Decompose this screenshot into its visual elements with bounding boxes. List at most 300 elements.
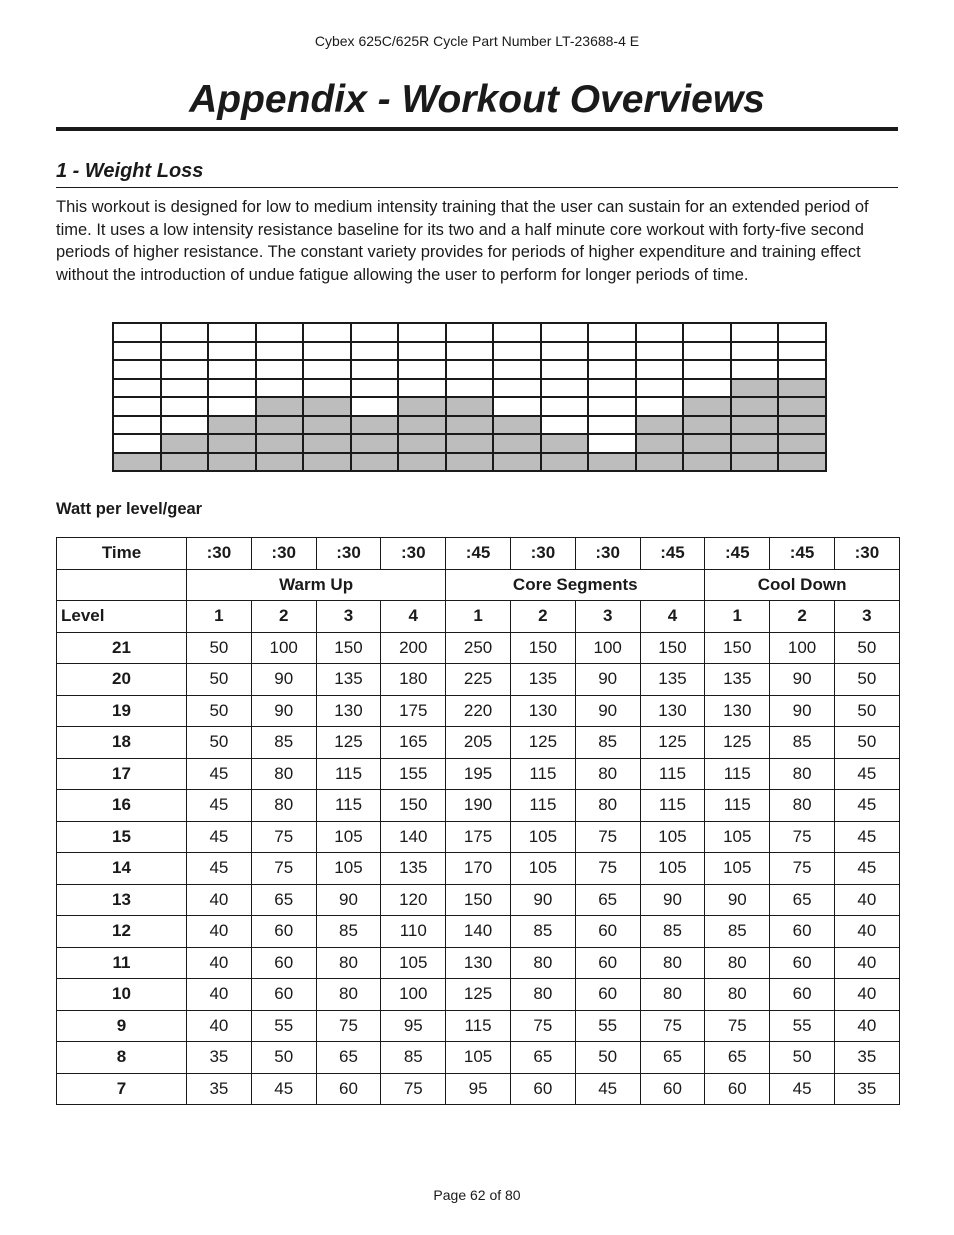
watt-cell: 115 xyxy=(510,758,575,790)
watt-cell: 65 xyxy=(640,1042,705,1074)
profile-cell xyxy=(636,453,684,472)
watt-cell: 105 xyxy=(316,821,381,853)
profile-cell xyxy=(303,360,351,379)
section-divider xyxy=(56,187,898,188)
watt-cell: 75 xyxy=(381,1073,446,1105)
watt-cell: 65 xyxy=(770,884,835,916)
profile-cell xyxy=(493,342,541,361)
profile-cell xyxy=(778,379,826,398)
profile-cell xyxy=(208,323,256,342)
profile-cell xyxy=(636,342,684,361)
profile-cell xyxy=(161,323,209,342)
watt-cell: 135 xyxy=(640,664,705,696)
page-footer: Page 62 of 80 xyxy=(433,1187,521,1203)
watt-cell: 90 xyxy=(770,695,835,727)
profile-cell xyxy=(208,416,256,435)
segment-number-cell: 4 xyxy=(381,601,446,633)
watt-cell: 45 xyxy=(834,758,899,790)
profile-cell xyxy=(161,397,209,416)
level-cell: 12 xyxy=(57,916,187,948)
watt-cell: 45 xyxy=(187,853,252,885)
profile-cell xyxy=(778,342,826,361)
profile-cell xyxy=(541,453,589,472)
profile-cell xyxy=(303,453,351,472)
profile-cell xyxy=(541,434,589,453)
profile-cell xyxy=(588,342,636,361)
profile-cell xyxy=(256,453,304,472)
time-cell: :30 xyxy=(316,538,381,570)
watt-cell: 115 xyxy=(510,790,575,822)
profile-cell xyxy=(351,379,399,398)
watt-cell: 35 xyxy=(834,1073,899,1105)
profile-row xyxy=(113,342,826,361)
table-row xyxy=(57,790,900,822)
watt-cell: 135 xyxy=(381,853,446,885)
watt-cell: 50 xyxy=(834,664,899,696)
level-cell: 13 xyxy=(57,884,187,916)
watt-cell: 155 xyxy=(381,758,446,790)
watt-cell: 105 xyxy=(381,947,446,979)
profile-cell xyxy=(351,342,399,361)
profile-cell xyxy=(113,434,161,453)
watt-cell: 115 xyxy=(446,1010,511,1042)
profile-cell xyxy=(731,360,779,379)
profile-cell xyxy=(683,379,731,398)
profile-cell xyxy=(113,397,161,416)
table-row xyxy=(57,1010,900,1042)
profile-cell xyxy=(541,323,589,342)
watt-cell: 90 xyxy=(510,884,575,916)
profile-cell xyxy=(161,379,209,398)
profile-cell xyxy=(636,323,684,342)
segment-number-cell: 4 xyxy=(640,601,705,633)
watt-cell: 80 xyxy=(575,790,640,822)
watt-cell: 105 xyxy=(705,821,770,853)
watt-cell: 225 xyxy=(446,664,511,696)
watt-cell: 65 xyxy=(251,884,316,916)
group-blank-cell xyxy=(57,569,187,601)
watt-cell: 60 xyxy=(770,979,835,1011)
profile-cell xyxy=(683,360,731,379)
profile-cell xyxy=(398,342,446,361)
watt-cell: 80 xyxy=(640,947,705,979)
table-row xyxy=(57,947,900,979)
watt-cell: 140 xyxy=(381,821,446,853)
watt-cell: 90 xyxy=(251,664,316,696)
level-cell: 7 xyxy=(57,1073,187,1105)
profile-cell xyxy=(588,323,636,342)
watt-cell: 50 xyxy=(770,1042,835,1074)
profile-cell xyxy=(256,342,304,361)
watt-cell: 165 xyxy=(381,727,446,759)
watt-cell: 250 xyxy=(446,632,511,664)
watt-cell: 135 xyxy=(316,664,381,696)
watt-cell: 175 xyxy=(381,695,446,727)
watt-cell: 205 xyxy=(446,727,511,759)
profile-cell xyxy=(208,360,256,379)
watt-cell: 40 xyxy=(834,1010,899,1042)
profile-cell xyxy=(541,416,589,435)
table-row xyxy=(57,1042,900,1074)
watt-cell: 60 xyxy=(705,1073,770,1105)
profile-cell xyxy=(731,379,779,398)
segment-number-cell: 2 xyxy=(251,601,316,633)
watt-cell: 125 xyxy=(446,979,511,1011)
watt-cell: 55 xyxy=(770,1010,835,1042)
profile-cell xyxy=(398,323,446,342)
watt-cell: 175 xyxy=(446,821,511,853)
watt-cell: 115 xyxy=(640,790,705,822)
group-row xyxy=(57,569,900,601)
watt-cell: 50 xyxy=(834,632,899,664)
profile-cell xyxy=(161,342,209,361)
watt-cell: 90 xyxy=(770,664,835,696)
profile-cell xyxy=(303,342,351,361)
profile-row xyxy=(113,453,826,472)
watt-cell: 45 xyxy=(187,790,252,822)
watt-cell: 50 xyxy=(251,1042,316,1074)
watt-cell: 45 xyxy=(575,1073,640,1105)
profile-cell xyxy=(398,397,446,416)
watt-cell: 60 xyxy=(251,979,316,1011)
watt-cell: 60 xyxy=(770,947,835,979)
profile-cell xyxy=(636,379,684,398)
watt-cell: 60 xyxy=(251,916,316,948)
watt-cell: 85 xyxy=(381,1042,446,1074)
watt-cell: 170 xyxy=(446,853,511,885)
watt-cell: 115 xyxy=(640,758,705,790)
level-cell: 8 xyxy=(57,1042,187,1074)
profile-cell xyxy=(636,397,684,416)
segment-number-cell: 1 xyxy=(705,601,770,633)
watt-cell: 150 xyxy=(446,884,511,916)
watt-cell: 130 xyxy=(316,695,381,727)
time-cell: :45 xyxy=(705,538,770,570)
watt-cell: 65 xyxy=(316,1042,381,1074)
watt-cell: 100 xyxy=(381,979,446,1011)
watt-cell: 45 xyxy=(251,1073,316,1105)
watt-cell: 45 xyxy=(834,790,899,822)
watt-cell: 75 xyxy=(510,1010,575,1042)
segment-number-cell: 3 xyxy=(834,601,899,633)
profile-cell xyxy=(161,360,209,379)
watt-cell: 60 xyxy=(770,916,835,948)
watt-cell: 180 xyxy=(381,664,446,696)
time-header: Time xyxy=(57,538,187,570)
watt-cell: 95 xyxy=(446,1073,511,1105)
profile-cell xyxy=(303,434,351,453)
watt-cell: 50 xyxy=(187,727,252,759)
watt-cell: 90 xyxy=(251,695,316,727)
watt-cell: 45 xyxy=(834,821,899,853)
watt-cell: 130 xyxy=(446,947,511,979)
level-cell: 21 xyxy=(57,632,187,664)
profile-cell xyxy=(446,342,494,361)
watt-cell: 85 xyxy=(510,916,575,948)
profile-cell xyxy=(256,323,304,342)
watt-cell: 35 xyxy=(834,1042,899,1074)
table-row xyxy=(57,979,900,1011)
watt-cell: 105 xyxy=(705,853,770,885)
segment-group-header: Core Segments xyxy=(446,569,705,601)
table-row xyxy=(57,1073,900,1105)
watt-table-label: Watt per level/gear xyxy=(56,500,203,518)
profile-cell xyxy=(113,323,161,342)
level-cell: 14 xyxy=(57,853,187,885)
profile-cell xyxy=(541,360,589,379)
watt-cell: 125 xyxy=(640,727,705,759)
profile-cell xyxy=(493,397,541,416)
profile-row xyxy=(113,360,826,379)
profile-cell xyxy=(351,323,399,342)
watt-table xyxy=(56,537,900,1105)
profile-cell xyxy=(351,453,399,472)
profile-cell xyxy=(398,416,446,435)
profile-cell xyxy=(493,434,541,453)
profile-cell xyxy=(256,360,304,379)
watt-cell: 100 xyxy=(575,632,640,664)
profile-cell xyxy=(731,416,779,435)
watt-cell: 150 xyxy=(640,632,705,664)
watt-cell: 75 xyxy=(316,1010,381,1042)
watt-cell: 60 xyxy=(316,1073,381,1105)
profile-cell xyxy=(446,323,494,342)
watt-cell: 130 xyxy=(705,695,770,727)
time-cell: :45 xyxy=(446,538,511,570)
watt-cell: 35 xyxy=(187,1073,252,1105)
watt-cell: 80 xyxy=(510,979,575,1011)
watt-cell: 115 xyxy=(705,790,770,822)
watt-cell: 40 xyxy=(187,947,252,979)
profile-cell xyxy=(398,434,446,453)
watt-cell: 80 xyxy=(251,790,316,822)
profile-cell xyxy=(446,379,494,398)
watt-cell: 90 xyxy=(705,884,770,916)
watt-cell: 105 xyxy=(510,821,575,853)
profile-cell xyxy=(731,434,779,453)
profile-cell xyxy=(113,453,161,472)
profile-cell xyxy=(493,453,541,472)
profile-cell xyxy=(731,397,779,416)
profile-cell xyxy=(208,379,256,398)
watt-cell: 40 xyxy=(187,1010,252,1042)
profile-cell xyxy=(398,360,446,379)
profile-cell xyxy=(683,397,731,416)
watt-cell: 115 xyxy=(316,790,381,822)
segment-number-cell: 3 xyxy=(575,601,640,633)
profile-cell xyxy=(303,379,351,398)
watt-cell: 115 xyxy=(705,758,770,790)
watt-cell: 40 xyxy=(834,947,899,979)
profile-cell xyxy=(588,434,636,453)
profile-cell xyxy=(541,397,589,416)
watt-cell: 80 xyxy=(316,979,381,1011)
watt-cell: 80 xyxy=(770,790,835,822)
watt-cell: 60 xyxy=(575,916,640,948)
watt-cell: 85 xyxy=(770,727,835,759)
watt-cell: 105 xyxy=(640,821,705,853)
profile-cell xyxy=(636,416,684,435)
table-row xyxy=(57,916,900,948)
watt-cell: 75 xyxy=(770,821,835,853)
watt-cell: 50 xyxy=(834,695,899,727)
profile-cell xyxy=(731,342,779,361)
watt-cell: 45 xyxy=(834,853,899,885)
time-row xyxy=(57,538,900,570)
table-row xyxy=(57,632,900,664)
time-cell: :30 xyxy=(251,538,316,570)
time-cell: :30 xyxy=(834,538,899,570)
time-cell: :30 xyxy=(187,538,252,570)
watt-cell: 85 xyxy=(640,916,705,948)
profile-cell xyxy=(398,379,446,398)
segment-number-cell: 1 xyxy=(187,601,252,633)
table-row xyxy=(57,853,900,885)
level-header: Level xyxy=(57,601,187,633)
time-cell: :45 xyxy=(770,538,835,570)
profile-row xyxy=(113,416,826,435)
watt-cell: 50 xyxy=(834,727,899,759)
profile-cell xyxy=(588,453,636,472)
profile-cell xyxy=(778,397,826,416)
watt-cell: 80 xyxy=(575,758,640,790)
profile-cell xyxy=(493,379,541,398)
watt-cell: 35 xyxy=(187,1042,252,1074)
segment-number-cell: 1 xyxy=(446,601,511,633)
watt-cell: 100 xyxy=(251,632,316,664)
level-cell: 15 xyxy=(57,821,187,853)
watt-cell: 220 xyxy=(446,695,511,727)
profile-cell xyxy=(161,453,209,472)
profile-cell xyxy=(588,416,636,435)
profile-cell xyxy=(256,416,304,435)
profile-cell xyxy=(303,416,351,435)
profile-cell xyxy=(398,453,446,472)
watt-cell: 125 xyxy=(510,727,575,759)
level-cell: 19 xyxy=(57,695,187,727)
watt-cell: 85 xyxy=(705,916,770,948)
watt-cell: 55 xyxy=(251,1010,316,1042)
watt-cell: 40 xyxy=(834,884,899,916)
watt-cell: 40 xyxy=(187,979,252,1011)
watt-cell: 100 xyxy=(770,632,835,664)
profile-cell xyxy=(731,453,779,472)
profile-cell xyxy=(683,416,731,435)
profile-cell xyxy=(446,416,494,435)
watt-cell: 65 xyxy=(510,1042,575,1074)
profile-cell xyxy=(161,434,209,453)
profile-cell xyxy=(493,360,541,379)
watt-cell: 50 xyxy=(187,632,252,664)
watt-cell: 90 xyxy=(316,884,381,916)
watt-cell: 105 xyxy=(640,853,705,885)
watt-cell: 135 xyxy=(705,664,770,696)
profile-cell xyxy=(683,453,731,472)
profile-row xyxy=(113,397,826,416)
watt-cell: 80 xyxy=(705,979,770,1011)
watt-cell: 40 xyxy=(187,884,252,916)
watt-cell: 60 xyxy=(575,947,640,979)
table-row xyxy=(57,821,900,853)
profile-cell xyxy=(113,342,161,361)
watt-cell: 80 xyxy=(770,758,835,790)
table-row xyxy=(57,727,900,759)
segment-number-cell: 3 xyxy=(316,601,381,633)
table-row xyxy=(57,884,900,916)
watt-cell: 105 xyxy=(510,853,575,885)
watt-cell: 75 xyxy=(575,853,640,885)
level-cell: 18 xyxy=(57,727,187,759)
profile-row xyxy=(113,323,826,342)
profile-cell xyxy=(446,434,494,453)
profile-cell xyxy=(256,434,304,453)
profile-cell xyxy=(351,434,399,453)
table-row xyxy=(57,664,900,696)
profile-cell xyxy=(493,416,541,435)
title-divider xyxy=(56,127,898,131)
watt-cell: 40 xyxy=(834,979,899,1011)
watt-cell: 90 xyxy=(575,695,640,727)
watt-cell: 150 xyxy=(705,632,770,664)
watt-cell: 40 xyxy=(834,916,899,948)
watt-cell: 130 xyxy=(510,695,575,727)
profile-cell xyxy=(303,397,351,416)
watt-cell: 130 xyxy=(640,695,705,727)
workout-description: This workout is designed for low to medium intensity training that the user can sustain for an extended period of time. It uses a low intensity resistance baseline for its two and a half minute core workout with forty-five second periods of higher resistance. The constant variety provides for periods of higher expenditure and training effect without the introduction of undue fatigue allowing the user to perform for longer periods of time. xyxy=(56,198,869,284)
watt-cell: 65 xyxy=(705,1042,770,1074)
segment-number-cell: 2 xyxy=(770,601,835,633)
watt-cell: 115 xyxy=(316,758,381,790)
segment-group-header: Cool Down xyxy=(705,569,899,601)
page-title: Appendix - Workout Overviews xyxy=(189,78,765,121)
section-title: 1 - Weight Loss xyxy=(56,160,204,182)
profile-cell xyxy=(778,416,826,435)
profile-cell xyxy=(113,379,161,398)
watt-cell: 45 xyxy=(187,758,252,790)
table-row xyxy=(57,758,900,790)
watt-cell: 95 xyxy=(381,1010,446,1042)
watt-cell: 65 xyxy=(575,884,640,916)
profile-cell xyxy=(588,360,636,379)
profile-cell xyxy=(303,323,351,342)
profile-cell xyxy=(351,397,399,416)
profile-cell xyxy=(778,434,826,453)
profile-row xyxy=(113,379,826,398)
profile-cell xyxy=(208,453,256,472)
time-cell: :45 xyxy=(640,538,705,570)
profile-cell xyxy=(493,323,541,342)
watt-cell: 60 xyxy=(575,979,640,1011)
watt-cell: 80 xyxy=(510,947,575,979)
profile-cell xyxy=(351,360,399,379)
profile-cell xyxy=(588,397,636,416)
watt-cell: 60 xyxy=(510,1073,575,1105)
watt-cell: 40 xyxy=(187,916,252,948)
watt-cell: 75 xyxy=(705,1010,770,1042)
profile-cell xyxy=(778,323,826,342)
level-header-row xyxy=(57,601,900,633)
profile-cell xyxy=(161,416,209,435)
watt-cell: 90 xyxy=(575,664,640,696)
watt-cell: 60 xyxy=(251,947,316,979)
profile-cell xyxy=(113,360,161,379)
watt-cell: 45 xyxy=(187,821,252,853)
profile-cell xyxy=(731,323,779,342)
profile-cell xyxy=(256,379,304,398)
segment-number-cell: 2 xyxy=(510,601,575,633)
profile-cell xyxy=(636,434,684,453)
watt-cell: 60 xyxy=(640,1073,705,1105)
